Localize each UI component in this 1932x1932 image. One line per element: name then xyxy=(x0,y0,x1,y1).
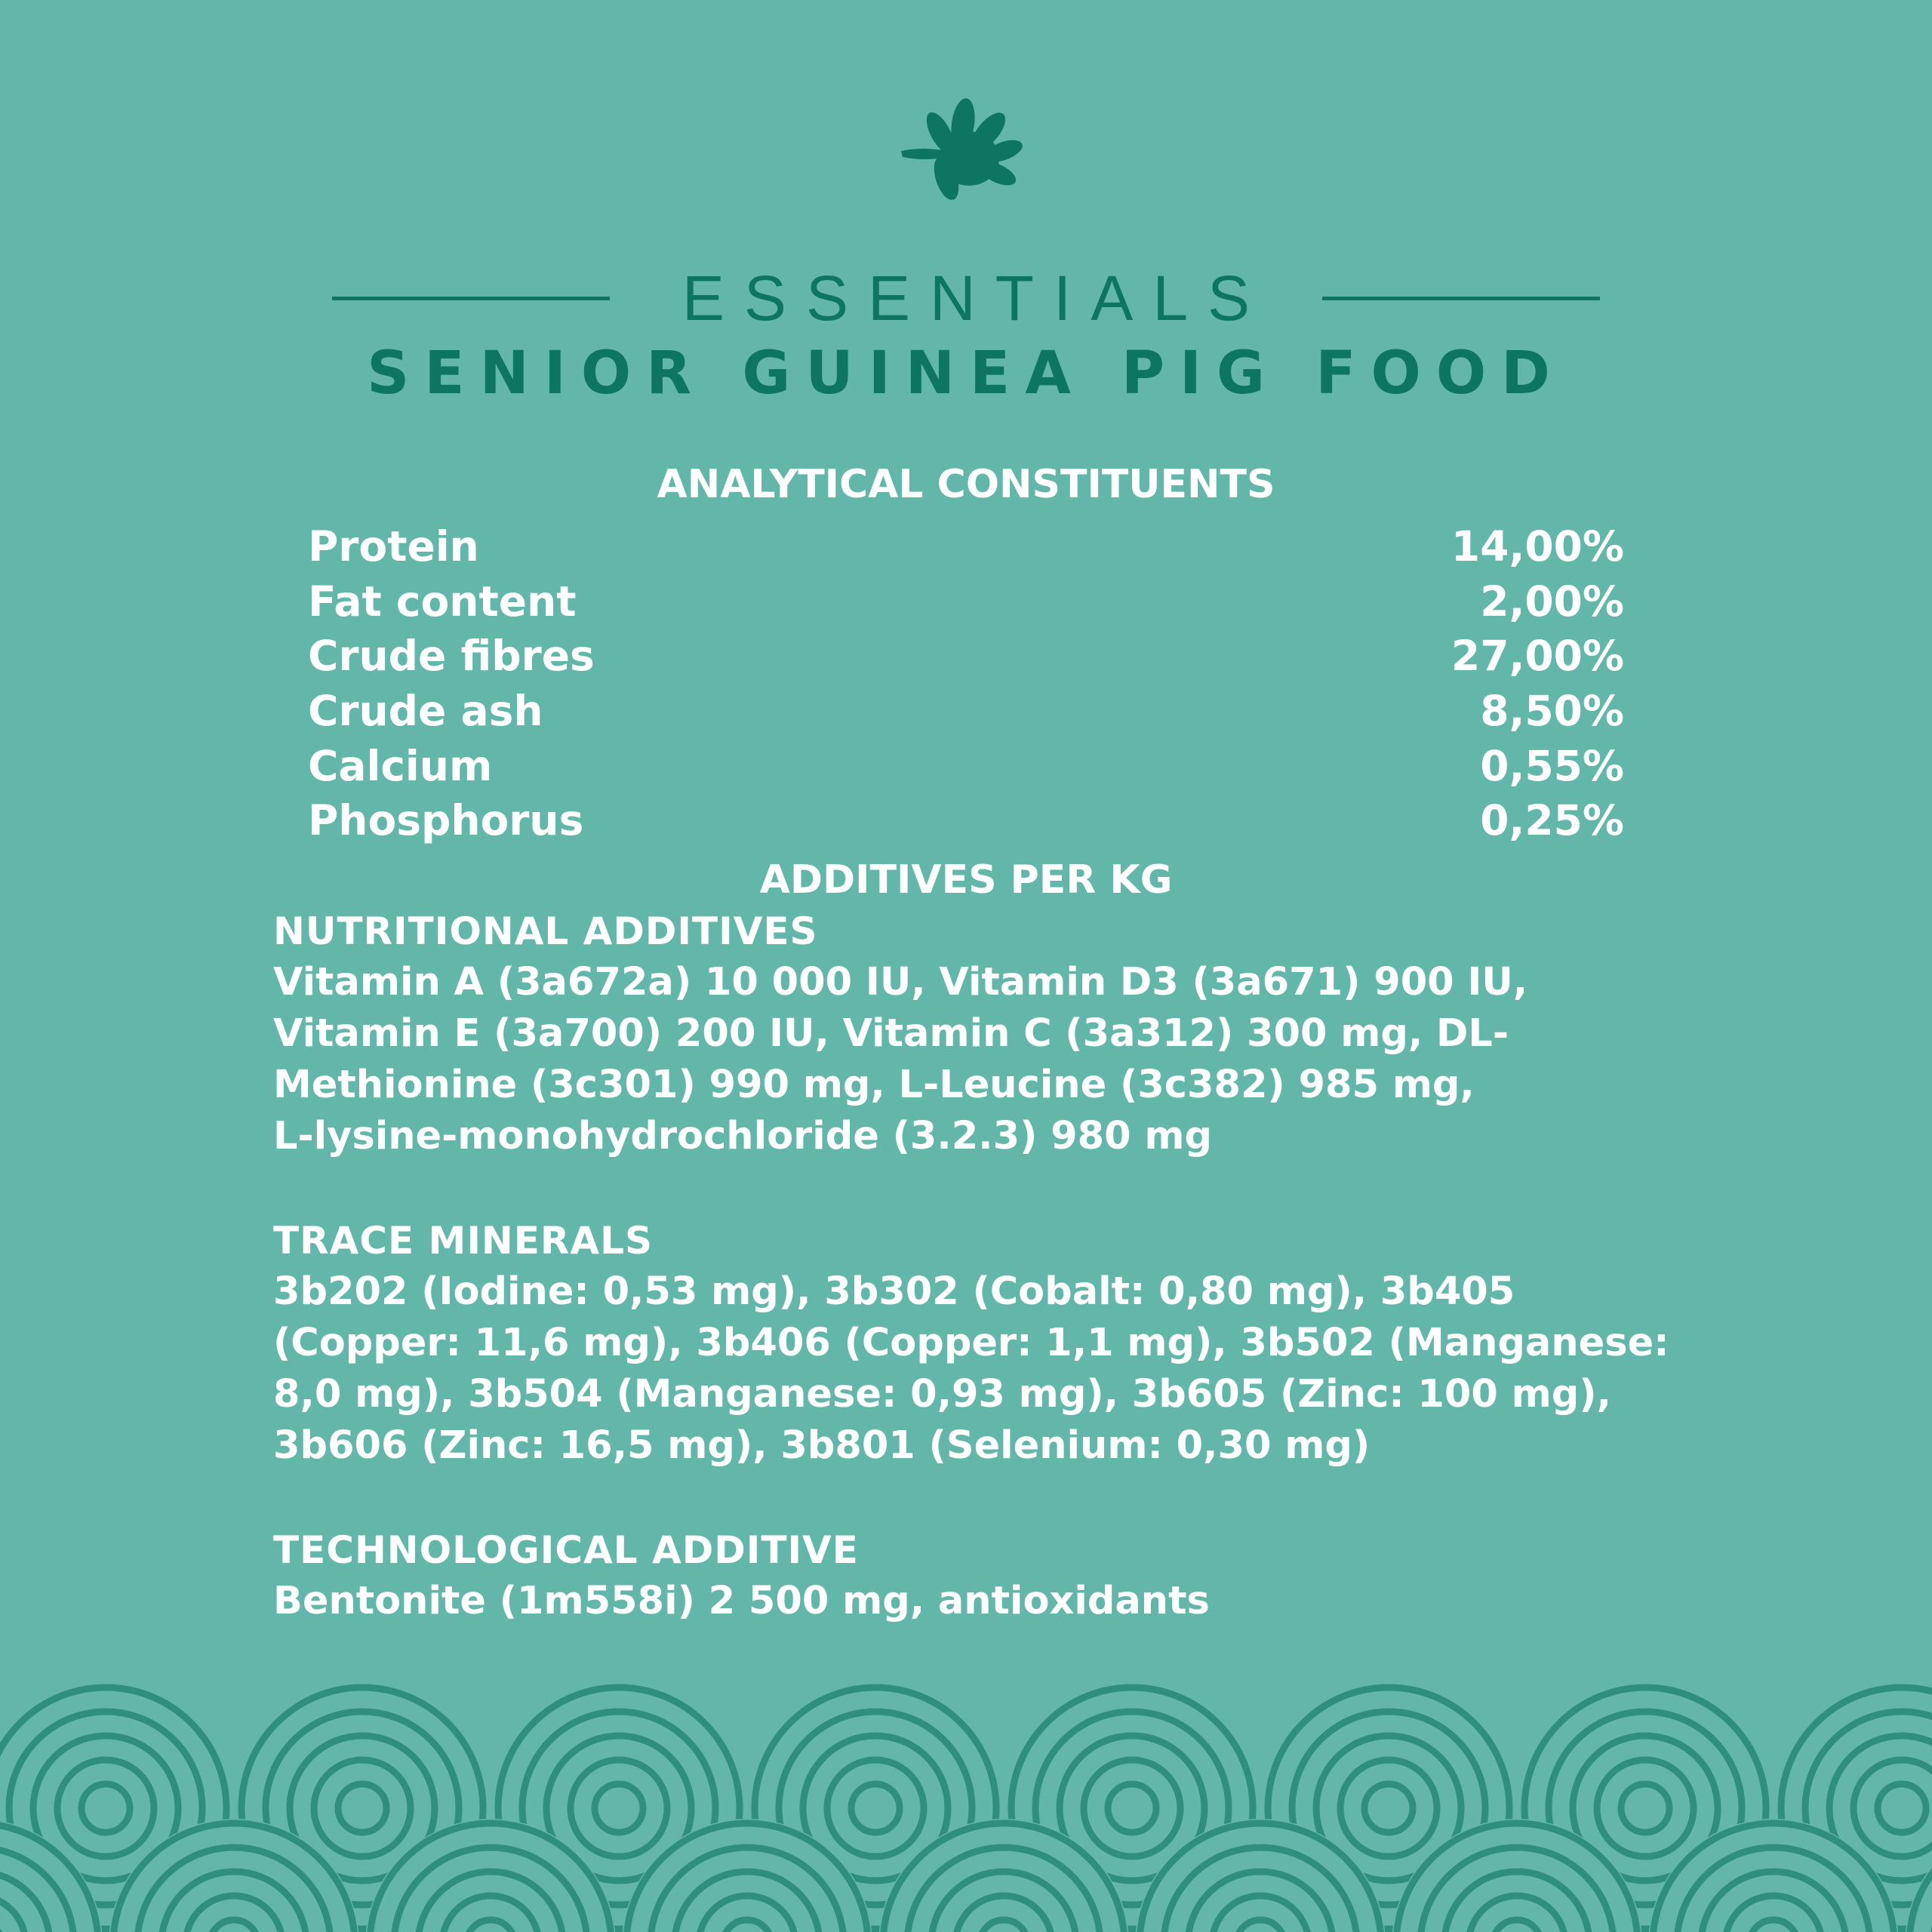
constituents-table xyxy=(308,519,1624,848)
technological-heading: TECHNOLOGICAL ADDITIVE xyxy=(273,1528,859,1572)
trace-heading: TRACE MINERALS xyxy=(273,1219,653,1263)
analytical-title: ANALYTICAL CONSTITUENTS xyxy=(657,462,1275,507)
nutritional-additives xyxy=(273,906,1707,1162)
brand-name: ESSENTIALS xyxy=(681,263,1270,334)
technological-additive xyxy=(273,1524,1707,1627)
nutritional-text: Vitamin A (3a672a) 10 000 IU, Vitamin D3 (3a671) 900 IU, Vitamin E (3a700) 200 IU, Vitamin C (3a312) 300 mg, DL- Methionine (3c301) 990 mg, L-Leucine (3c382) 985 mg, L-lysine-monohydrochloride (3.2.3) 980 mg xyxy=(273,960,1528,1158)
trace-text: 3b202 (Iodine: 0,53 mg), 3b302 (Cobalt: 0,80 mg), 3b405 (Copper: 11,6 mg), 3b406 (Copper: 1,1 mg), 3b502 (Manganese: 8,0 mg), 3b504 (Manganese: 0,93 mg), 3b605 (Zinc: 100 mg), 3b606 (Zinc: 16,5 mg), 3b801 (Selenium: 0,30 mg) xyxy=(273,1269,1669,1468)
constituent-value: 0,25% xyxy=(1480,796,1624,845)
constituent-value: 8,50% xyxy=(1480,687,1624,736)
constituent-name: Calcium xyxy=(308,741,493,790)
right-rule xyxy=(1322,297,1600,300)
constituent-name: Protein xyxy=(308,522,479,571)
constituent-row xyxy=(308,629,1624,684)
constituent-name: Phosphorus xyxy=(308,796,584,845)
constituent-name: Crude ash xyxy=(308,687,543,736)
trace-minerals xyxy=(273,1215,1707,1472)
constituent-row xyxy=(308,684,1624,739)
brand-header xyxy=(332,260,1600,336)
left-rule xyxy=(332,297,610,300)
constituent-name: Crude fibres xyxy=(308,632,595,681)
constituent-value: 2,00% xyxy=(1480,577,1624,626)
wave-circles-pattern-icon xyxy=(0,1657,1932,1932)
constituent-row xyxy=(308,519,1624,574)
constituent-name: Fat content xyxy=(308,577,577,626)
product-title: SENIOR GUINEA PIG FOOD xyxy=(367,340,1565,408)
leaf-icon xyxy=(894,97,1037,210)
technological-text: Bentonite (1m558i) 2 500 mg, antioxidants xyxy=(273,1579,1210,1623)
constituent-row xyxy=(308,574,1624,629)
constituent-value: 0,55% xyxy=(1480,741,1624,790)
constituent-row xyxy=(308,738,1624,793)
pattern-layer xyxy=(0,1683,1932,1932)
constituent-value: 14,00% xyxy=(1451,522,1624,571)
constituent-row xyxy=(308,793,1624,848)
additives-title: ADDITIVES PER KG xyxy=(759,857,1173,903)
nutritional-heading: NUTRITIONAL ADDITIVES xyxy=(273,909,818,953)
constituent-value: 27,00% xyxy=(1451,632,1624,681)
